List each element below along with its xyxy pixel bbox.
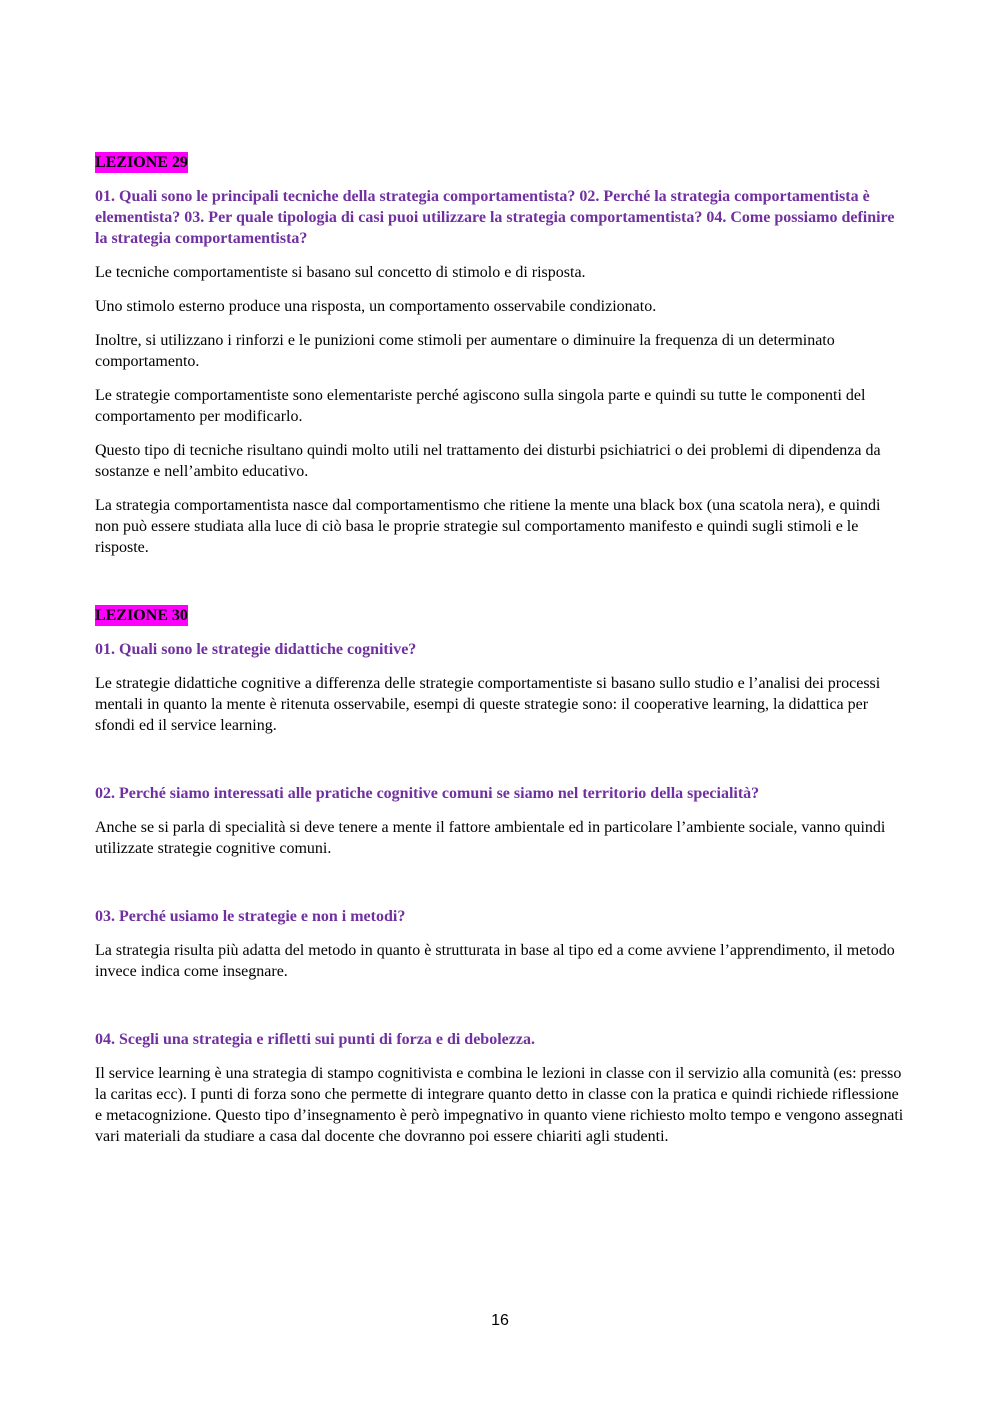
lesson-30-title: LEZIONE 30 [95,607,188,624]
answer-paragraph: La strategia risulta più adatta del metodo in quanto è strutturata in base al tipo ed a come avviene l’apprendimento, il metodo invece indica come insegnare. [95,942,895,980]
paragraph: Le tecniche comportamentiste si basano sul concetto di stimolo e di risposta. [95,264,586,281]
paragraph: Le strategie comportamentiste sono elementariste perché agiscono sulla singola parte e quindi su tutte le componenti del comportamento per modificarlo. [95,387,866,425]
answer-paragraph: Le strategie didattiche cognitive a differenza delle strategie comportamentiste si basano sullo studio e l’analisi dei processi mentali in quanto la mente è ritenuta osservabile, esempi di queste strategie sono: il cooperative learning, la didattica per sfondi ed il service learning. [95,675,881,734]
document-page [95,152,907,1147]
answer-paragraph: Il service learning è una strategia di stampo cognitivista e combina le lezioni in classe con il servizio alla comunità (es: presso la caritas ecc). I punti di forza sono che permette di integrare quanto detto in classe con la pratica e quindi richiede riflessione e metacognizione. Questo tipo d’insegnamento è però impegnativo in quanto viene richiesto molto tempo e vengono assegnati vari materiali da studiare a casa dal docente che dovranno poi essere chiariti agli studenti. [95,1065,904,1145]
paragraph: Inoltre, si utilizzano i rinforzi e le punizioni come stimoli per aumentare o diminuire la frequenza di un determinato comportamento. [95,332,835,370]
question-heading: 04. Scegli una strategia e rifletti sui punti di forza e di debolezza. [95,1031,535,1048]
paragraph: La strategia comportamentista nasce dal comportamentismo che ritiene la mente una black box (una scatola nera), e quindi non può essere studiata alla luce di ciò basa le proprie strategie sul comportamento manifesto e quindi sugli stimoli e le risposte. [95,497,881,556]
lesson-29-question: 01. Quali sono le principali tecniche della strategia comportamentista? 02. Perché la strategia comportamentista è elementista? 03. Per quale tipologia di casi puoi utilizzare la strategia comportamentista? 04. Come possiamo definire la strategia comportamentista? [95,188,895,247]
answer-paragraph: Anche se si parla di specialità si deve tenere a mente il fattore ambientale ed in particolare l’ambiente sociale, vanno quindi utilizzate strategie cognitive comuni. [95,819,886,857]
lesson-30-section [95,605,907,1147]
question-heading: 02. Perché siamo interessati alle pratiche cognitive comuni se siamo nel territorio della specialità? [95,785,760,802]
paragraph: Questo tipo di tecniche risultano quindi molto utili nel trattamento dei disturbi psichiatrici o dei problemi di dipendenza da sostanze e nell’ambito educativo. [95,442,881,480]
page-number: 16 [491,1312,509,1329]
question-heading: 03. Perché usiamo le strategie e non i metodi? [95,908,406,925]
lesson-29-title: LEZIONE 29 [95,154,188,171]
lesson-29-section [95,152,907,558]
paragraph: Uno stimolo esterno produce una risposta, un comportamento osservabile condizionato. [95,298,657,315]
question-heading: 01. Quali sono le strategie didattiche cognitive? [95,641,417,658]
